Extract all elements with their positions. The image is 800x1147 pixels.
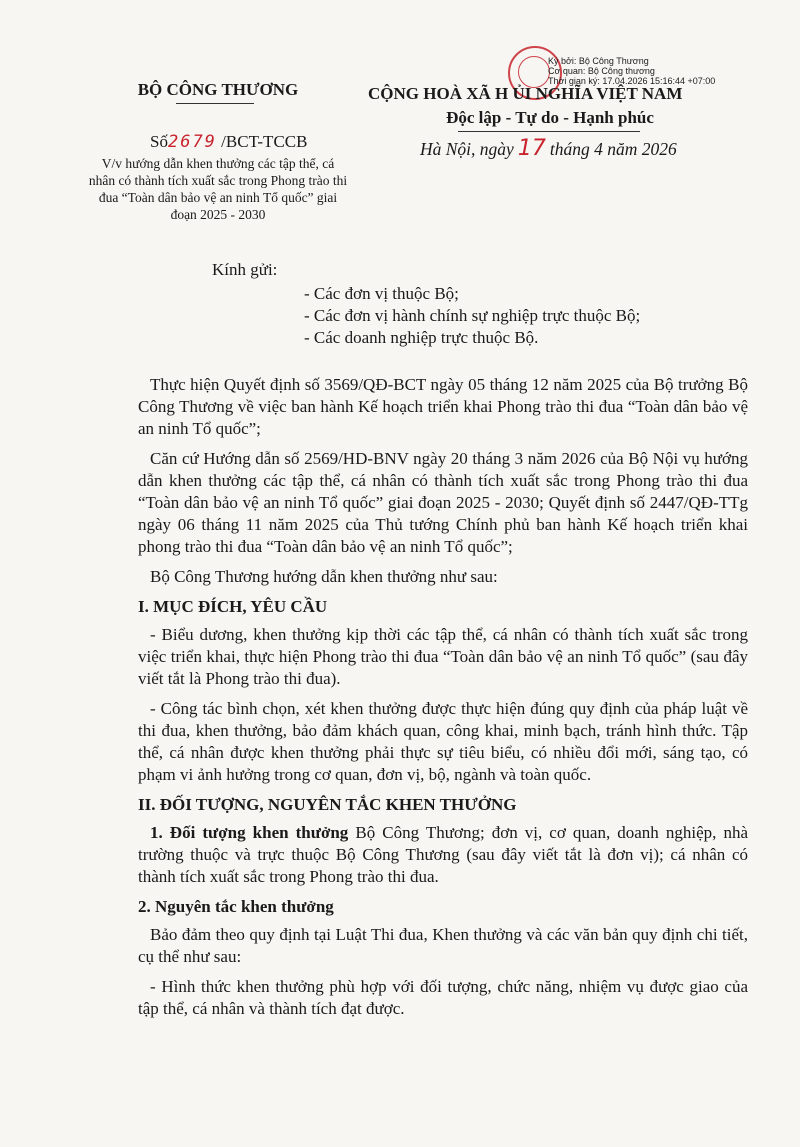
national-title: CỘNG HOÀ XÃ H ỦI NGHĨA VIỆT NAM — [368, 84, 683, 103]
signature-time: Thời gian ký: 17.04.2026 15:16:44 +07:00 — [548, 76, 716, 86]
document-body — [138, 374, 748, 1028]
greeting: Kính gửi: — [212, 260, 278, 279]
paragraph-purpose-1: - Biểu dương, khen thưởng kịp thời các tập thể, cá nhân có thành tích xuất sắc trong việc triển khai, thực hiện Phong trào thi đua “Toàn dân bảo vệ an ninh Tổ quốc” (sau đây viết tắt là Phong trào thi đua). — [138, 625, 748, 688]
ministry-underline — [176, 103, 254, 104]
digital-signature-info — [548, 56, 715, 86]
document-subject: V/v hướng dẫn khen thưởng các tập thể, cá nhân có thành tích xuất sắc trong Phong trào thi đua “Toàn dân bảo vệ an ninh Tổ quốc” giai đoạn 2025 - 2030 — [88, 156, 348, 222]
section-heading-purpose: I. MỤC ĐÍCH, YÊU CẦU — [138, 597, 328, 616]
doc-prefix: Số — [150, 132, 168, 151]
paragraph-intro: Bộ Công Thương hướng dẫn khen thưởng như sau: — [150, 567, 498, 586]
subjects-text: Bộ Công Thương; đơn vị, cơ quan, doanh nghiệp, nhà trường thuộc và trực thuộc Bộ Công Thương (sau đây viết tắt là đơn vị); cá nhân có thành tích xuất sắc trong Phong trào thi đua. — [138, 823, 748, 886]
paragraph-implementation: Thực hiện Quyết định số 3569/QĐ-BCT ngày 05 tháng 12 năm 2025 của Bộ trưởng Bộ Công Thương về việc ban hành Kế hoạch triển khai Phong trào thi đua “Toàn dân bảo vệ an ninh Tổ quốc”; — [138, 375, 748, 438]
paragraph-purpose-2: - Công tác bình chọn, xét khen thưởng được thực hiện đúng quy định của pháp luật về thi đua, khen thưởng, bảo đảm khách quan, công khai, minh bạch, tránh hình thức. Tập thể, cá nhân được khen thưởng phải thực sự tiêu biểu, có nhiều đổi mới, sáng tạo, có phạm vi ảnh hưởng trong cơ quan, đơn vị, bộ, ngành và toàn quốc. — [138, 699, 748, 784]
recipient-item: - Các đơn vị hành chính sự nghiệp trực thuộc Bộ; — [304, 306, 641, 325]
national-motto: Độc lập - Tự do - Hạnh phúc — [446, 108, 654, 127]
recipient-item: - Các doanh nghiệp trực thuộc Bộ. — [304, 328, 539, 347]
ministry-name: BỘ CÔNG THƯƠNG — [137, 80, 299, 99]
date-day-handwritten: 17 — [517, 136, 546, 161]
section-heading-subjects: II. ĐỐI TƯỢNG, NGUYÊN TẮC KHEN THƯỞNG — [138, 795, 517, 814]
paragraph-basis: Căn cứ Hướng dẫn số 2569/HD-BNV ngày 20 tháng 3 năm 2026 của Bộ Nội vụ hướng dẫn khen thưởng các tập thể, cá nhân có thành tích xuất sắc trong Phong trào thi đua “Toàn dân bảo vệ an ninh Tổ quốc” giai đoạn 2025 - 2030; Quyết định số 2447/QĐ-TTg ngày 06 tháng 11 năm 2025 của Thủ tướng Chính phủ ban hành Kế hoạch triển khai phong trào thi đua “Toàn dân bảo vệ an ninh Tổ quốc”; — [138, 449, 748, 556]
date-prefix: Hà Nội, ngày — [420, 139, 514, 159]
recipient-item: - Các đơn vị thuộc Bộ; — [304, 284, 459, 303]
doc-suffix: /BCT-TCCB — [221, 132, 308, 151]
signature-org: Cơ quan: Bộ Công thương — [548, 66, 655, 76]
doc-number-handwritten: 2679 — [167, 132, 217, 152]
document-number — [150, 132, 307, 152]
subheading-subjects: 1. Đối tượng khen thưởng — [150, 823, 349, 842]
paragraph-principles: Bảo đảm theo quy định tại Luật Thi đua, Khen thưởng và các văn bản quy định chi tiết, cụ thể như sau: — [138, 925, 748, 966]
paragraph-principle-1: - Hình thức khen thưởng phù hợp với đối tượng, chức năng, nhiệm vụ được giao của tập thể, cá nhân và thành tích đạt được. — [138, 977, 748, 1018]
motto-underline — [458, 131, 640, 132]
date-line — [420, 136, 677, 161]
signature-signer: Ký bởi: Bộ Công Thương — [548, 56, 649, 66]
date-suffix: tháng 4 năm 2026 — [549, 139, 677, 159]
recipient-list — [304, 283, 640, 349]
paragraph-subjects — [138, 822, 748, 888]
subheading-principles: 2. Nguyên tắc khen thưởng — [138, 897, 334, 916]
